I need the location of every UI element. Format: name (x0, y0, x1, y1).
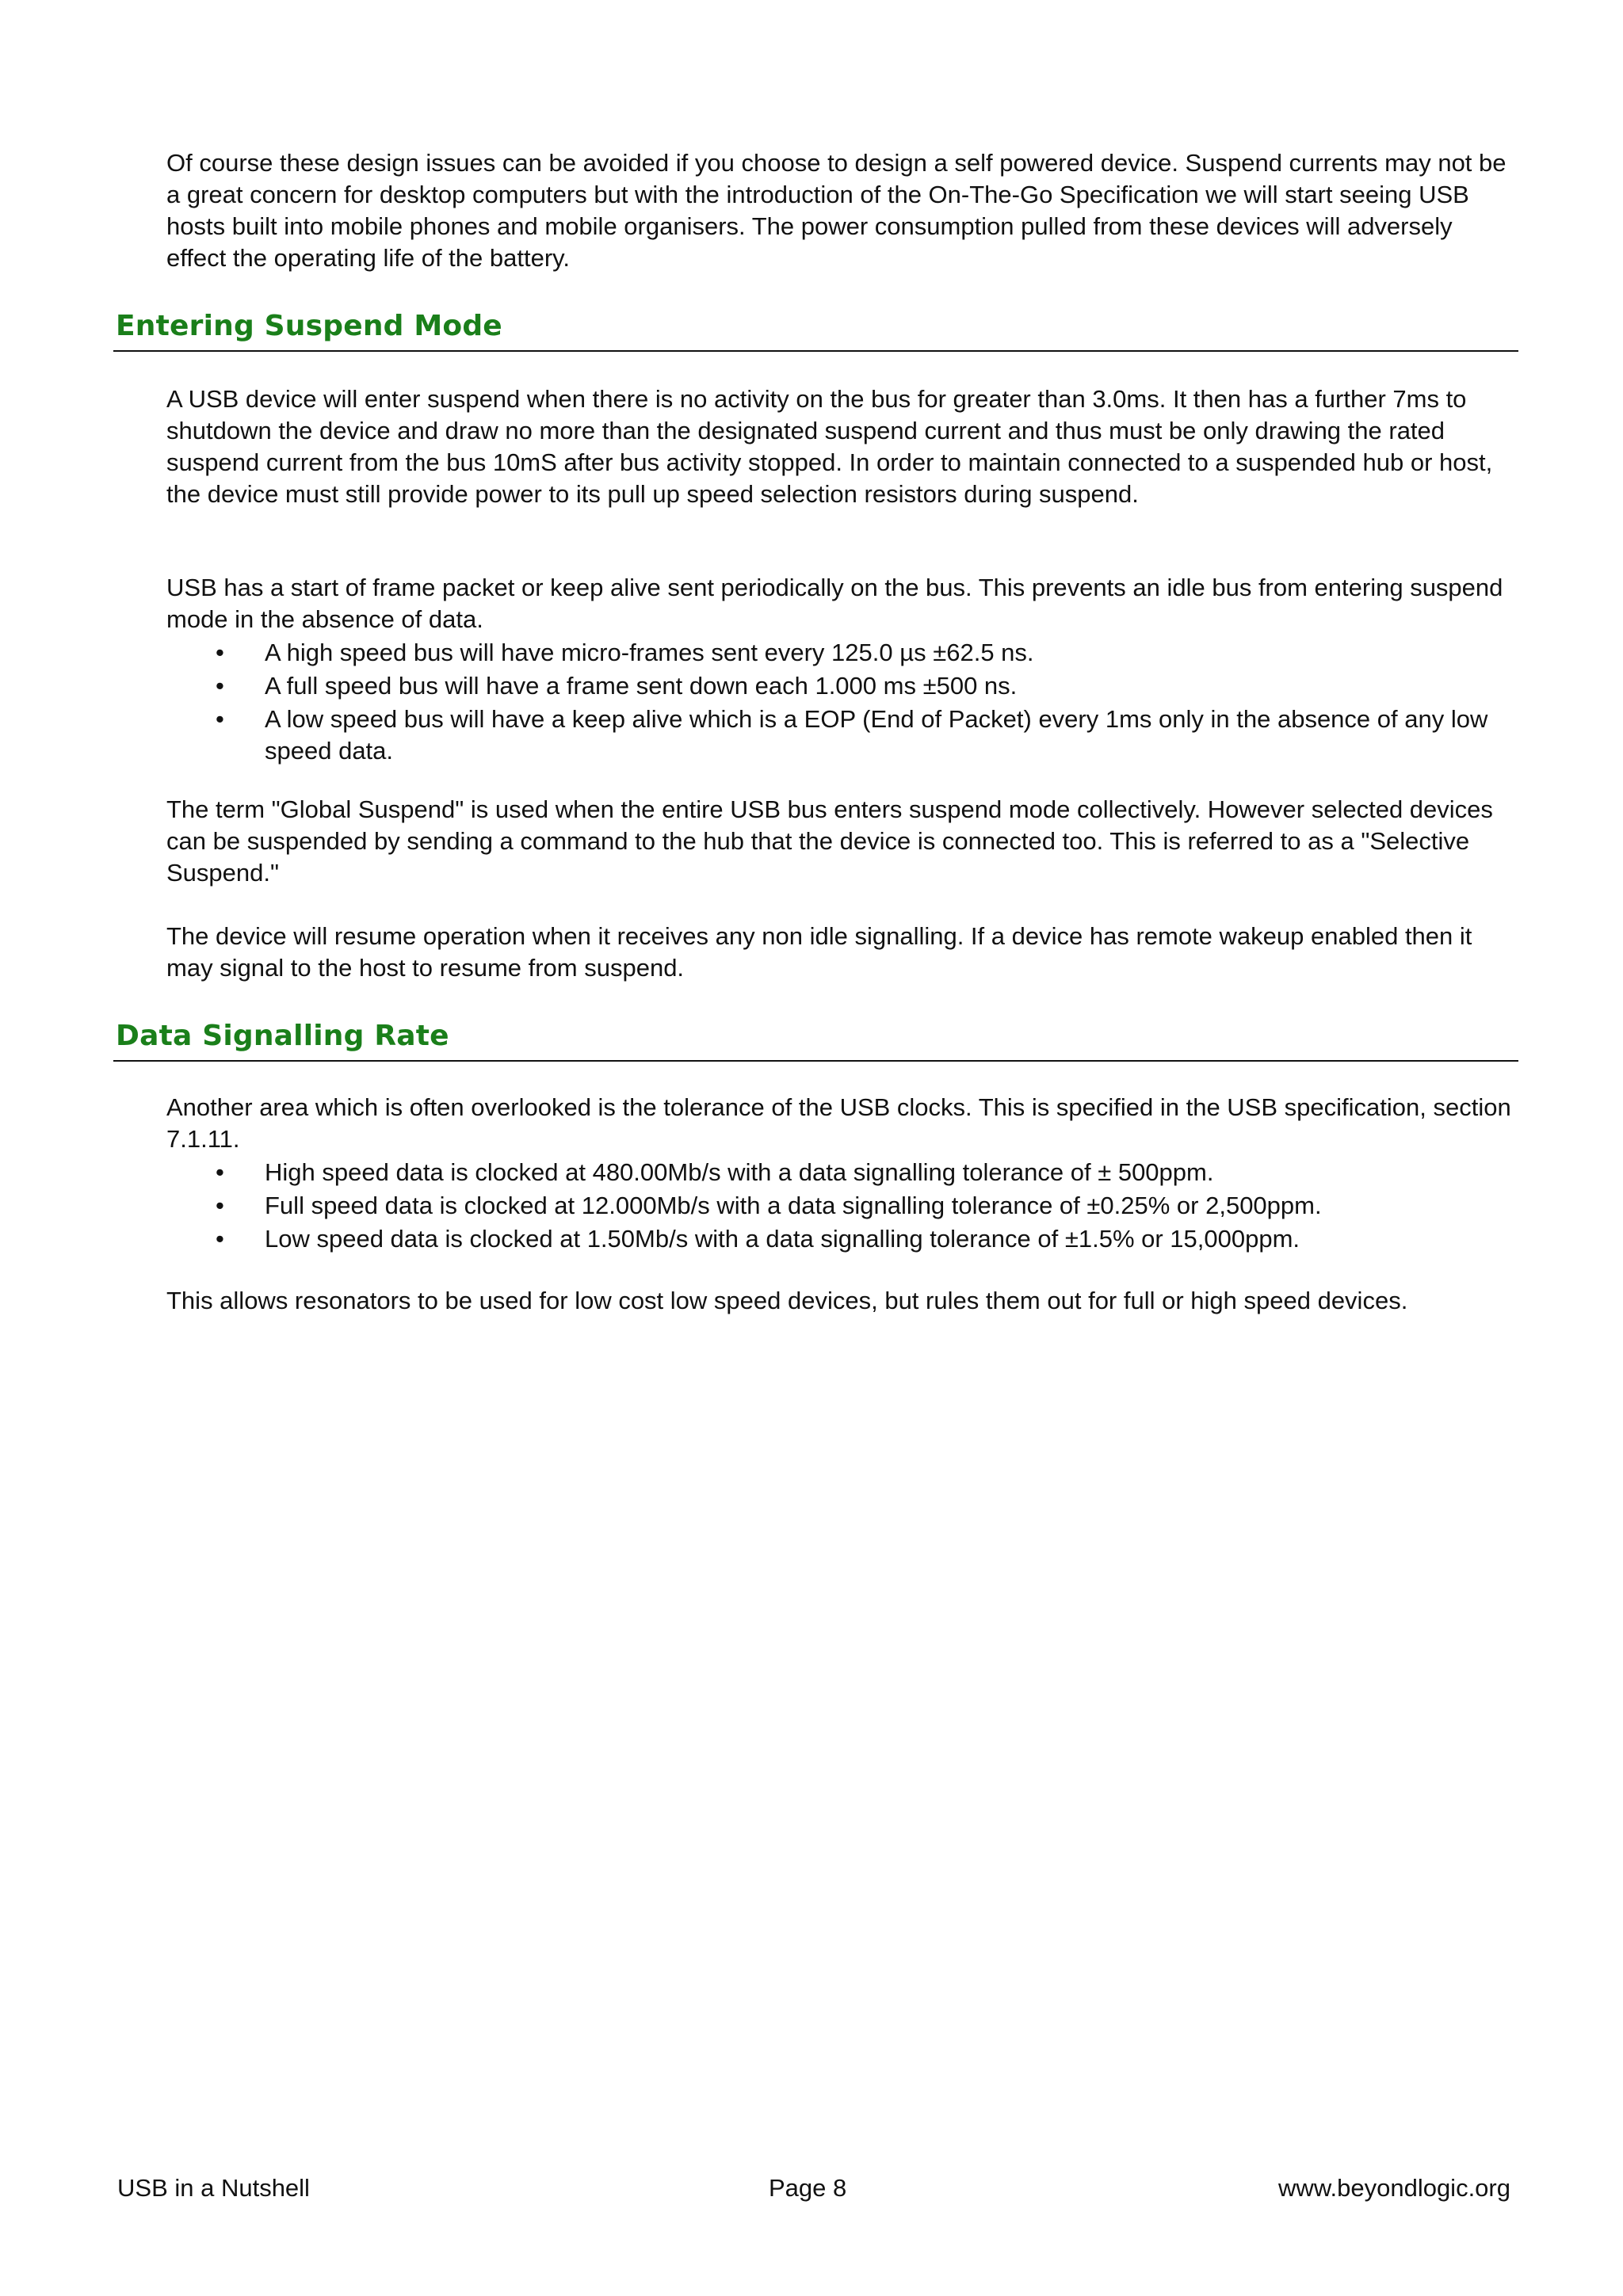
bullet-icon: • (216, 705, 224, 733)
bullet-icon: • (216, 1225, 224, 1253)
list-item: • A high speed bus will have micro-frames sent every 125.0 µs ±62.5 ns. (166, 637, 1529, 669)
list-item: • A full speed bus will have a frame sent down each 1.000 ms ±500 ns. (166, 670, 1529, 702)
bullet-icon: • (216, 1192, 224, 1219)
footer-title: USB in a Nutshell (117, 2174, 310, 2202)
suspend-paragraph-4: The device will resume operation when it receives any non idle signalling. If a device has remote wakeup enabled then it may signal to the host to resume from suspend. (166, 922, 1472, 982)
bullet-icon: • (216, 672, 224, 700)
list-item: • Full speed data is clocked at 12.000Mb/s with a data signalling tolerance of ±0.25% or 2,500ppm. (166, 1190, 1529, 1222)
intro-paragraph: Of course these design issues can be avoided if you choose to design a self powered device. Suspend currents may not be a great concern for desktop computers but with the introduction of the On-The-Go Specification we will start seeing USB hosts built into mobile phones and mobile organisers. The power consumption pulled from these devices will adversely effect the operating life of the battery. (166, 149, 1507, 272)
bullet-icon: • (216, 1158, 224, 1186)
list-item: • A low speed bus will have a keep alive which is a EOP (End of Packet) every 1ms only in the absence of any low speed data. (216, 705, 1488, 765)
page-number: Page 8 (769, 2174, 847, 2202)
signalling-bullet-list (166, 1157, 1529, 1257)
suspend-paragraph-2: USB has a start of frame packet or keep alive sent periodically on the bus. This prevents an idle bus from entering suspend mode in the absence of data. (166, 574, 1503, 633)
section-heading-signalling: Data Signalling Rate (116, 1020, 449, 1052)
suspend-paragraph-3: The term "Global Suspend" is used when the entire USB bus enters suspend mode collectively. However selected devices can be suspended by sending a command to the hub that the device is connected too. This is referred to as a "Selective Suspend." (166, 795, 1493, 887)
signalling-paragraph-2: This allows resonators to be used for low cost low speed devices, but rules them out for full or high speed devices. (166, 1287, 1408, 1314)
section-divider (113, 350, 1518, 352)
suspend-paragraph-1: A USB device will enter suspend when there is no activity on the bus for greater than 3.0ms. It then has a further 7ms to shutdown the device and draw no more than the designated suspend current and thus must be only drawing the rated suspend current from the bus 10mS after bus activity stopped. In order to maintain connected to a suspended hub or host, the device must still provide power to its pull up speed selection resistors during suspend. (166, 385, 1493, 508)
bullet-icon: • (216, 639, 224, 666)
section-divider (113, 1060, 1518, 1062)
section-heading-suspend: Entering Suspend Mode (116, 310, 502, 342)
footer-website: www.beyondlogic.org (1278, 2174, 1510, 2202)
signalling-paragraph-1: Another area which is often overlooked is the tolerance of the USB clocks. This is specified in the USB specification, section 7.1.11. (166, 1093, 1511, 1153)
list-item: • Low speed data is clocked at 1.50Mb/s with a data signalling tolerance of ±1.5% or 15,000ppm. (166, 1223, 1529, 1255)
suspend-bullet-list (166, 637, 1529, 769)
list-item: • High speed data is clocked at 480.00Mb/s with a data signalling tolerance of ± 500ppm. (166, 1157, 1529, 1188)
